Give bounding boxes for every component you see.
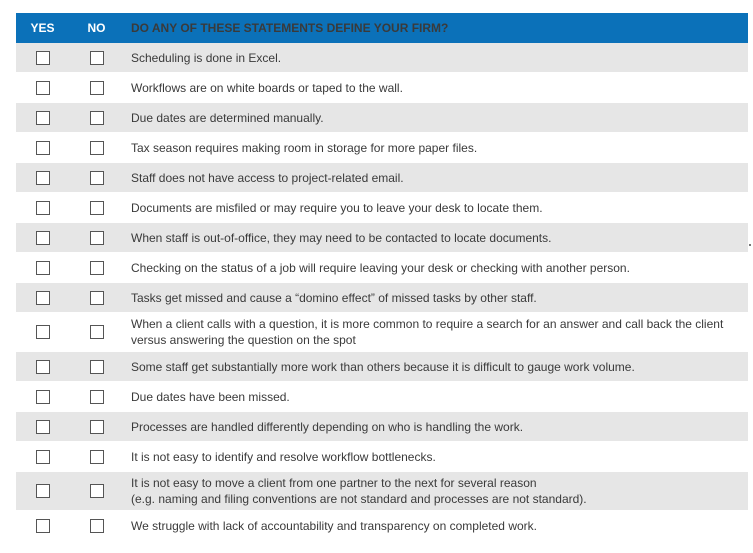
no-checkbox[interactable] bbox=[90, 420, 104, 434]
no-checkbox[interactable] bbox=[90, 201, 104, 215]
no-cell bbox=[69, 519, 124, 533]
statement-text: Staff does not have access to project-related email. bbox=[131, 170, 404, 185]
yes-cell bbox=[16, 360, 69, 374]
statement-text: Tasks get missed and cause a “domino effect” of missed tasks by other staff. bbox=[131, 290, 537, 305]
no-checkbox[interactable] bbox=[90, 261, 104, 275]
yes-cell bbox=[16, 420, 69, 434]
yes-checkbox[interactable] bbox=[36, 450, 50, 464]
table-row bbox=[16, 73, 748, 103]
no-checkbox[interactable] bbox=[90, 519, 104, 533]
yes-checkbox[interactable] bbox=[36, 484, 50, 498]
no-cell bbox=[69, 51, 124, 65]
table-row bbox=[16, 163, 748, 193]
table-row bbox=[16, 352, 748, 382]
table-row bbox=[16, 253, 748, 283]
no-cell bbox=[69, 450, 124, 464]
yes-cell bbox=[16, 51, 69, 65]
no-checkbox[interactable] bbox=[90, 81, 104, 95]
stray-mark bbox=[749, 244, 751, 246]
no-cell bbox=[69, 81, 124, 95]
table-row bbox=[16, 223, 748, 253]
table-row bbox=[16, 313, 748, 352]
table-row bbox=[16, 472, 748, 511]
no-cell bbox=[69, 201, 124, 215]
yes-cell bbox=[16, 171, 69, 185]
no-cell bbox=[69, 111, 124, 125]
yes-checkbox[interactable] bbox=[36, 390, 50, 404]
yes-checkbox[interactable] bbox=[36, 201, 50, 215]
no-checkbox[interactable] bbox=[90, 450, 104, 464]
yes-cell bbox=[16, 390, 69, 404]
yes-cell bbox=[16, 450, 69, 464]
no-checkbox[interactable] bbox=[90, 171, 104, 185]
statement-text: Documents are misfiled or may require you to leave your desk to locate them. bbox=[131, 200, 543, 215]
header-no: NO bbox=[87, 21, 106, 35]
statement-text: It is not easy to move a client from one partner to the next for several reason (e.g. naming and filing conventions are not standard and processes are not standard). bbox=[131, 476, 587, 506]
yes-checkbox[interactable] bbox=[36, 171, 50, 185]
yes-cell bbox=[16, 519, 69, 533]
table-row bbox=[16, 511, 748, 541]
statement-text: When staff is out-of-office, they may need to be contacted to locate documents. bbox=[131, 230, 552, 245]
yes-checkbox[interactable] bbox=[36, 81, 50, 95]
yes-checkbox[interactable] bbox=[36, 261, 50, 275]
yes-checkbox[interactable] bbox=[36, 231, 50, 245]
statement-text: Some staff get substantially more work than others because it is difficult to gauge work volume. bbox=[131, 359, 635, 374]
table-header bbox=[16, 13, 748, 43]
yes-checkbox[interactable] bbox=[36, 291, 50, 305]
header-yes: YES bbox=[30, 21, 55, 35]
no-checkbox[interactable] bbox=[90, 231, 104, 245]
yes-cell bbox=[16, 291, 69, 305]
table-row bbox=[16, 412, 748, 442]
no-cell bbox=[69, 291, 124, 305]
no-cell bbox=[69, 171, 124, 185]
no-checkbox[interactable] bbox=[90, 111, 104, 125]
table-row bbox=[16, 103, 748, 133]
no-cell bbox=[69, 484, 124, 498]
no-cell bbox=[69, 325, 124, 339]
no-checkbox[interactable] bbox=[90, 141, 104, 155]
no-checkbox[interactable] bbox=[90, 51, 104, 65]
no-cell bbox=[69, 360, 124, 374]
statement-text: Due dates have been missed. bbox=[131, 389, 290, 404]
table-row bbox=[16, 133, 748, 163]
statement-text: When a client calls with a question, it is more common to require a search for an answer and call back the client versus answering the question on the spot bbox=[131, 317, 724, 347]
no-checkbox[interactable] bbox=[90, 360, 104, 374]
statement-text: Workflows are on white boards or taped to the wall. bbox=[131, 80, 403, 95]
no-checkbox[interactable] bbox=[90, 291, 104, 305]
yes-cell bbox=[16, 261, 69, 275]
yes-cell bbox=[16, 111, 69, 125]
statement-text: Due dates are determined manually. bbox=[131, 110, 324, 125]
table-row bbox=[16, 193, 748, 223]
statement-text: Checking on the status of a job will require leaving your desk or checking with another person. bbox=[131, 260, 630, 275]
yes-checkbox[interactable] bbox=[36, 111, 50, 125]
no-cell bbox=[69, 390, 124, 404]
statement-text: Tax season requires making room in storage for more paper files. bbox=[131, 140, 478, 155]
no-checkbox[interactable] bbox=[90, 390, 104, 404]
no-checkbox[interactable] bbox=[90, 325, 104, 339]
no-cell bbox=[69, 261, 124, 275]
header-question: DO ANY OF THESE STATEMENTS DEFINE YOUR FIRM? bbox=[131, 21, 449, 35]
yes-checkbox[interactable] bbox=[36, 360, 50, 374]
table-body bbox=[16, 43, 748, 541]
statement-text: We struggle with lack of accountability and transparency on completed work. bbox=[131, 518, 537, 533]
yes-checkbox[interactable] bbox=[36, 141, 50, 155]
statement-text: It is not easy to identify and resolve workflow bottlenecks. bbox=[131, 449, 436, 464]
yes-checkbox[interactable] bbox=[36, 51, 50, 65]
yes-cell bbox=[16, 325, 69, 339]
statement-text: Scheduling is done in Excel. bbox=[131, 50, 282, 65]
no-cell bbox=[69, 231, 124, 245]
yes-cell bbox=[16, 484, 69, 498]
yes-cell bbox=[16, 201, 69, 215]
table-row bbox=[16, 283, 748, 313]
yes-checkbox[interactable] bbox=[36, 420, 50, 434]
no-checkbox[interactable] bbox=[90, 484, 104, 498]
table-row bbox=[16, 382, 748, 412]
yes-cell bbox=[16, 231, 69, 245]
yes-cell bbox=[16, 81, 69, 95]
yes-checkbox[interactable] bbox=[36, 519, 50, 533]
checklist-table bbox=[16, 13, 748, 541]
table-row bbox=[16, 43, 748, 73]
yes-checkbox[interactable] bbox=[36, 325, 50, 339]
no-cell bbox=[69, 141, 124, 155]
table-row bbox=[16, 442, 748, 472]
statement-text: Processes are handled differently depending on who is handling the work. bbox=[131, 419, 524, 434]
yes-cell bbox=[16, 141, 69, 155]
no-cell bbox=[69, 420, 124, 434]
